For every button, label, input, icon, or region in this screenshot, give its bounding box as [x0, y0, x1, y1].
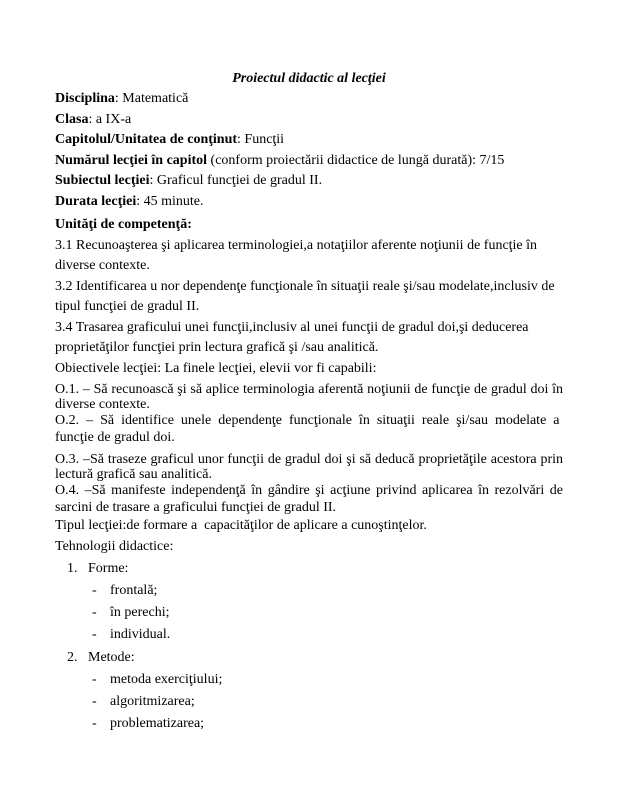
field-durata	[55, 192, 563, 213]
list-group-forme	[55, 558, 563, 580]
field-subiectul	[55, 171, 563, 192]
list-number-forme: 1.	[67, 561, 78, 576]
list-number-metode: 2.	[67, 650, 78, 665]
list-item-text: problematizarea;	[110, 716, 205, 731]
field-disciplina-label: Disciplina	[55, 91, 115, 106]
list-item-metoda-exercitiului	[55, 669, 563, 691]
list-item-individual	[55, 624, 563, 646]
objective-o2: O.2. – Să identifice unele dependenţe funcţionale în situaţii reale şi/sau modelate a funcţie de gradul doi.	[55, 413, 563, 445]
objective-o1: O.1. – Să recunoască şi să aplice terminologia aferentă noţiunii de funcţie de gradul doi în diverse contexte.	[55, 382, 563, 412]
list-item-text: algoritmizarea;	[110, 694, 195, 709]
field-clasa-value: : a IX-a	[88, 111, 132, 127]
field-durata-value: : 45 minute.	[136, 193, 204, 209]
list-item-text: frontală;	[110, 583, 158, 598]
dash-bullet: -	[92, 716, 97, 731]
field-capitolul-label: Capitolul/Unitatea de conţinut	[55, 132, 238, 147]
list-item-frontala	[55, 580, 563, 602]
field-numarul-value: (conform proiectării didactice de lungă durată): 7/15	[207, 152, 505, 168]
field-subiectul-label: Subiectul lecţiei	[55, 173, 150, 188]
tehnologii-heading: Tehnologii didactice:	[55, 538, 174, 554]
list-label-metode: Metode:	[88, 650, 135, 665]
objective-o3: O.3. –Să traseze graficul unor funcţii de gradul doi şi să deducă proprietăţile acestora prin lectură grafică sau analitică.	[55, 452, 563, 482]
list-item-text: metoda exerciţiului;	[110, 672, 223, 687]
list-group-metode	[55, 647, 563, 669]
competenta-3-1: 3.1 Recunoaşterea şi aplicarea terminologiei,a notaţiilor aferente noţiunii de funcţie în diverse contexte.	[55, 237, 538, 273]
dash-bullet: -	[92, 672, 97, 687]
field-subiectul-value: : Graficul funcţiei de gradul II.	[149, 173, 323, 188]
page-title: Proiectul didactic al lecţiei	[232, 71, 386, 86]
list-label-forme: Forme:	[88, 561, 129, 576]
dash-bullet: -	[92, 627, 97, 642]
field-numarul-lectiei	[55, 151, 563, 172]
field-disciplina-value: : Matematică	[114, 91, 189, 106]
field-clasa	[55, 110, 563, 131]
competenta-3-2: 3.2 Identificarea u nor dependenţe funcţionale în situaţii reale şi/sau modelate,inclusiv de tipul funcţiei de gradul II.	[55, 278, 555, 314]
list-item-algoritmizarea	[55, 691, 563, 713]
obiective-intro: Obiectivele lecţiei: La finele lecţiei, elevii vor fi capabili:	[55, 360, 377, 376]
list-item-problematizarea	[55, 713, 563, 735]
tipul-lectiei: Tipul lecţiei:de formare a capacităţilor de aplicare a cunoştinţelor.	[55, 518, 427, 533]
field-capitolul-value: : Funcţii	[237, 132, 285, 147]
field-capitolul	[55, 130, 563, 151]
objective-o4: O.4. –Să manifeste independenţă în gândire şi acţiune privind aplicarea în rezolvări de sarcini de trasare a graficului funcţiei de gradul II.	[55, 483, 563, 515]
dash-bullet: -	[92, 694, 97, 709]
field-clasa-label: Clasa	[55, 111, 89, 127]
list-item-text: în perechi;	[110, 605, 170, 620]
competenta-3-4: 3.4 Trasarea graficului unei funcţii,inclusiv al unei funcţii de gradul doi,şi deducerea proprietăţilor funcţiei prin lectura grafică şi /sau analitică.	[55, 319, 529, 355]
field-disciplina	[55, 89, 563, 110]
dash-bullet: -	[92, 583, 97, 598]
list-item-text: individual.	[110, 627, 171, 642]
competente-heading: Unităţi de competenţă:	[55, 217, 192, 232]
field-durata-label: Durata lecţiei	[55, 193, 137, 209]
list-item-in-perechi	[55, 602, 563, 624]
dash-bullet: -	[92, 605, 97, 620]
field-numarul-label: Numărul lecţiei în capitol	[55, 152, 208, 168]
